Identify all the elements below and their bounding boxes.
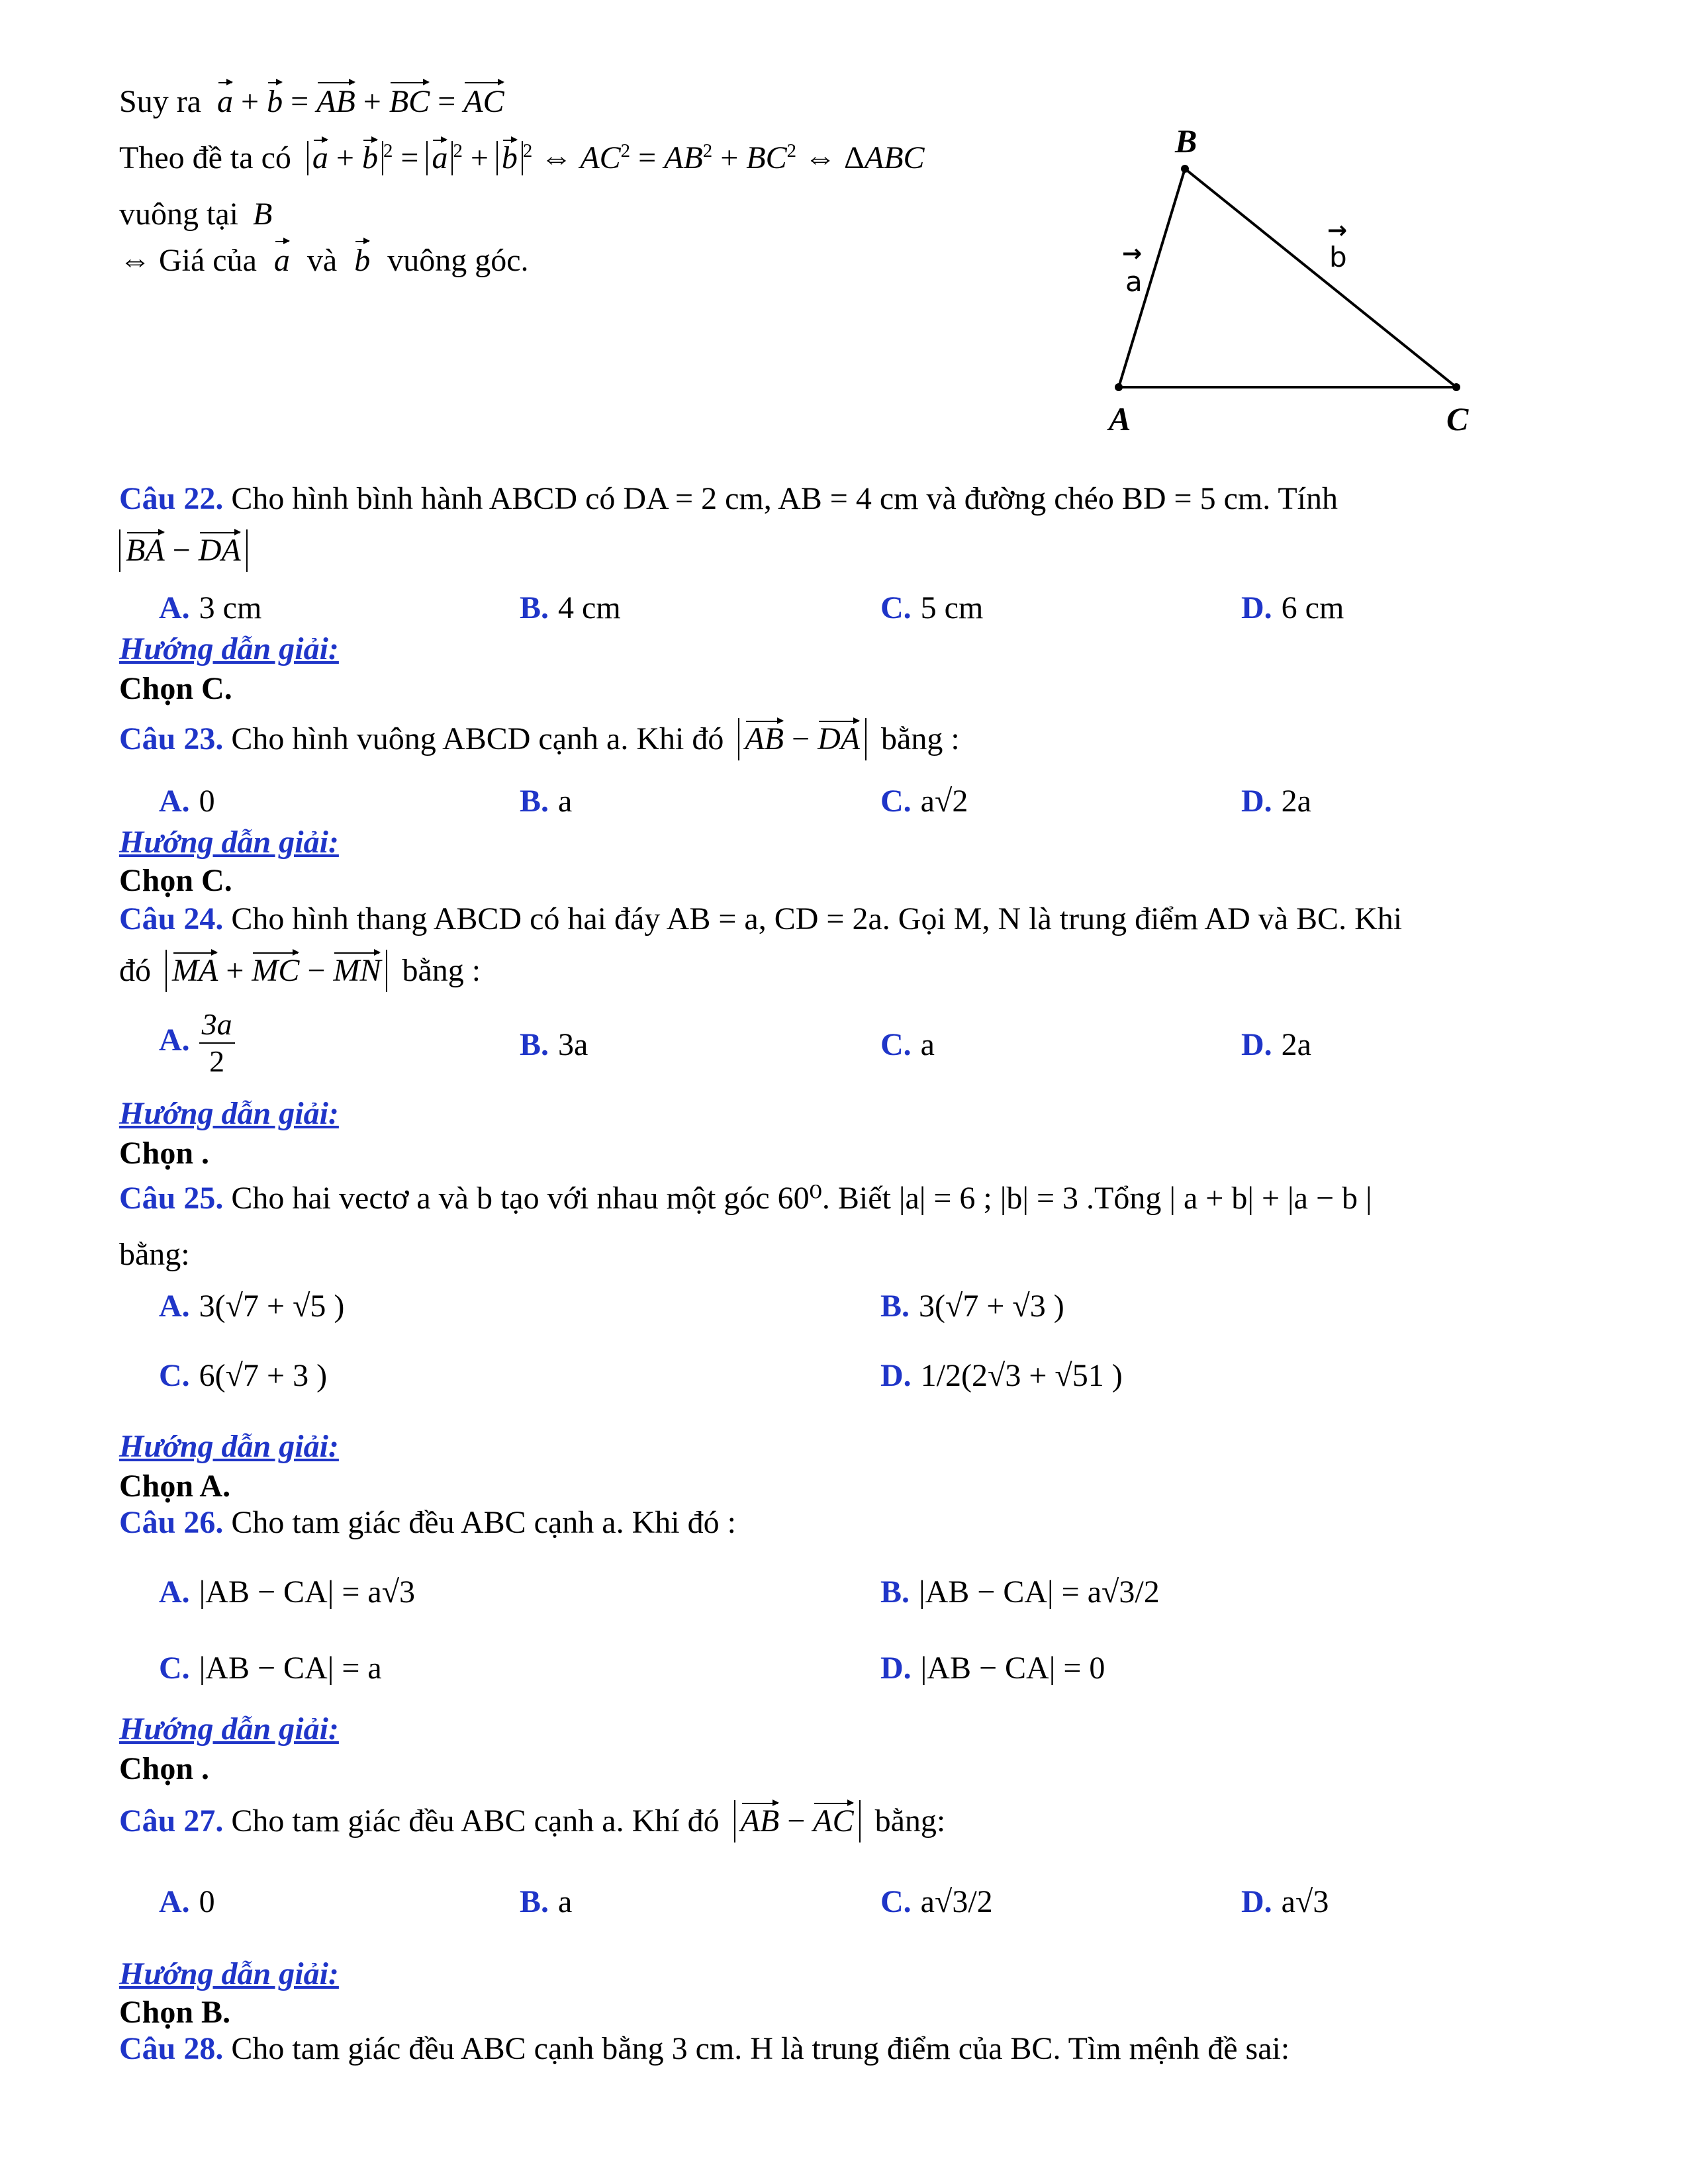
q26-option-b-text: |AB − CA| = a√3/2 [919,1574,1160,1610]
q27-answer: Chọn B. [119,1995,231,2030]
question-27-text: Cho tam giác đều ABC cạnh a. Khí đó [231,1803,720,1839]
q27-option-a-text: 0 [199,1884,215,1919]
q27-option-b-letter: B. [520,1884,549,1919]
intro-line-4-vec-b: b [354,243,371,278]
q26-option-d-text: |AB − CA| = 0 [920,1651,1105,1686]
q24-option-c[interactable] [880,1028,935,1063]
q23-option-d-text: 2a [1281,784,1311,819]
q25-option-d[interactable] [880,1359,1123,1394]
q24-option-a-letter: A. [159,1023,190,1058]
q22-option-c-text: 5 cm [920,590,984,625]
q26-option-c[interactable] [159,1651,382,1686]
side-bc [1185,169,1456,387]
intro-line-4-prefix: ⇔ Giá của [119,243,257,278]
q25-option-b-letter: B. [880,1289,910,1324]
q23-option-c-text: a√2 [920,784,968,819]
q22-option-b-text: 4 cm [558,590,621,625]
q27-guide-label: Hướng dẫn giải: [119,1956,339,1991]
question-27 [119,1800,945,1843]
q23-option-c-letter: C. [880,784,912,819]
q22-option-c[interactable] [880,591,983,626]
intro-line-4-vec-a: a [273,243,290,278]
q27-option-c[interactable] [880,1885,993,1920]
q26-option-c-letter: C. [159,1651,190,1686]
q26-option-a-text: |AB − CA| = a√3 [199,1574,416,1610]
q23-option-d[interactable] [1241,784,1311,819]
intro-line-3-text: vuông tại [119,197,238,232]
triangle-figure [1086,113,1509,457]
question-25-text2: bằng: [119,1237,190,1272]
q25-option-d-letter: D. [880,1358,912,1393]
intro-line-4-mid: và [306,243,338,278]
question-27-after: bằng: [874,1803,946,1839]
q22-option-b-letter: B. [520,590,549,625]
q27-option-b-text: a [558,1884,573,1919]
q27-option-c-text: a√3/2 [920,1884,993,1919]
q23-option-a-text: 0 [199,784,215,819]
question-22-number: Câu 22. [119,481,224,516]
question-28-text: Cho tam giác đều ABC cạnh bằng 3 cm. H là trung điểm của BC. Tìm mệnh đề sai: [231,2031,1290,2066]
question-27-expr: AB − AC [734,1800,861,1843]
intro-line-4-suffix: vuông góc. [387,243,529,278]
q24-option-d[interactable] [1241,1028,1311,1063]
question-25-number: Câu 25. [119,1181,224,1216]
question-24 [119,902,1402,937]
point-b [1181,165,1189,173]
q26-answer: Chọn . [119,1751,210,1786]
q25-option-c-text: 6(√7 + 3 ) [199,1358,328,1393]
q23-option-b[interactable] [520,784,572,819]
q25-option-b-text: 3(√7 + √3 ) [919,1289,1064,1324]
question-24-after: bằng : [402,953,481,988]
q23-option-c[interactable] [880,784,968,819]
q26-option-b[interactable] [880,1575,1160,1610]
question-23-expr: AB − DA [738,718,867,760]
label-b: B [1175,122,1197,159]
q24-option-c-letter: C. [880,1027,912,1062]
intro-line-3-point: B [252,197,273,232]
arrow-b: → [1327,217,1348,244]
label-vec-b: b [1329,241,1347,273]
question-22-text: Cho hình bình hành ABCD có DA = 2 cm, AB = 4 cm và đường chéo BD = 5 cm. Tính [231,481,1338,516]
q25-option-c[interactable] [159,1359,327,1394]
q23-option-a[interactable] [159,784,215,819]
q24-answer: Chọn . [119,1136,210,1171]
q23-guide-label: Hướng dẫn giải: [119,825,339,860]
q22-option-a-letter: A. [159,590,190,625]
q25-option-c-letter: C. [159,1358,190,1393]
q27-option-a[interactable] [159,1885,215,1920]
q23-option-d-letter: D. [1241,784,1272,819]
label-vec-a: a [1125,265,1143,298]
intro-line-2 [119,141,925,176]
q22-option-d-letter: D. [1241,590,1272,625]
arrow-a: → [1122,240,1143,267]
q25-option-b[interactable] [880,1289,1064,1324]
question-25 [119,1181,1372,1216]
q26-option-b-letter: B. [880,1574,910,1610]
q23-option-b-text: a [558,784,573,819]
q27-option-d-letter: D. [1241,1884,1272,1919]
point-a [1115,383,1123,391]
q26-guide-label: Hướng dẫn giải: [119,1711,339,1747]
point-c [1452,383,1460,391]
q27-option-a-letter: A. [159,1884,190,1919]
label-a: A [1109,400,1131,437]
question-23-after: bằng : [881,721,960,756]
question-28-number: Câu 28. [119,2031,224,2066]
intro-line-1-math: a + b = AB + BC = AC [216,84,504,119]
q26-option-a[interactable] [159,1575,415,1610]
question-24-text: Cho hình thang ABCD có hai đáy AB = a, CD = 2a. Gọi M, N là trung điểm AD và BC. Khi [231,901,1403,936]
question-24-expr: MA + MC − MN [165,950,387,992]
q26-option-a-letter: A. [159,1574,190,1610]
q25-option-d-text: 1/2(2√3 + √51 ) [920,1358,1123,1393]
q23-option-a-letter: A. [159,784,190,819]
intro-line-4 [119,244,529,279]
q27-option-d-text: a√3 [1281,1884,1329,1919]
q24-option-b-letter: B. [520,1027,549,1062]
q22-option-a-text: 3 cm [199,590,262,625]
q27-option-b[interactable] [520,1885,572,1920]
q26-option-d-letter: D. [880,1651,912,1686]
q24-option-c-text: a [920,1027,935,1062]
q25-guide-label: Hướng dẫn giải: [119,1429,339,1464]
q24-guide-label: Hướng dẫn giải: [119,1096,339,1131]
intro-line-2-math: a + b $^2$ = a $^2$ + b $^2$ ⇔ $AC^2 = AB^2 + BC^2$ ⇔ ΔABC [307,140,925,175]
question-22 [119,482,1516,517]
q24-option-d-letter: D. [1241,1027,1272,1062]
question-25-text: Cho hai vectơ a và b tạo với nhau một góc 60⁰. Biết |a| = 6 ; |b| = 3 .Tổng | a + b| + |a − b | [231,1181,1372,1216]
q22-option-a[interactable] [159,591,261,626]
label-c: C [1446,400,1469,437]
question-24-line-2 [119,950,481,992]
intro-line-2-prefix: Theo đề ta có [119,140,291,175]
q27-option-d[interactable] [1241,1885,1329,1920]
q22-option-d[interactable] [1241,591,1344,626]
question-26-number: Câu 26. [119,1505,224,1540]
question-23-text: Cho hình vuông ABCD cạnh a. Khi đó [231,721,724,756]
intro-line-1 [119,85,504,120]
q24-option-a-fraction: $\frac{3a}{2}$ [199,1009,235,1077]
question-23 [119,718,960,760]
q26-option-d[interactable] [880,1651,1105,1686]
q22-option-c-letter: C. [880,590,912,625]
q22-answer: Chọn C. [119,671,232,706]
q24-option-b-text: 3a [558,1027,588,1062]
q24-option-a[interactable] [159,1009,235,1077]
q24-option-d-text: 2a [1281,1027,1311,1062]
question-23-number: Câu 23. [119,721,224,756]
q22-guide-label: Hướng dẫn giải: [119,631,339,666]
question-27-number: Câu 27. [119,1803,224,1839]
q26-option-c-text: |AB − CA| = a [199,1651,382,1686]
q22-option-b[interactable] [520,591,621,626]
question-22-expr: BA − DA [119,529,248,572]
q25-option-a-letter: A. [159,1289,190,1324]
question-24-text2: đó [119,953,151,988]
q25-option-a-text: 3(√7 + √5 ) [199,1289,345,1324]
q25-option-a[interactable] [159,1289,344,1324]
q25-answer: Chọn A. [119,1469,231,1504]
question-26-text: Cho tam giác đều ABC cạnh a. Khi đó : [231,1505,736,1540]
q24-option-b[interactable] [520,1028,588,1063]
intro-line-1-prefix: Suy ra [119,84,201,119]
q27-option-c-letter: C. [880,1884,912,1919]
q23-option-b-letter: B. [520,784,549,819]
q23-answer: Chọn C. [119,863,232,898]
question-28 [119,2032,1289,2067]
q22-option-d-text: 6 cm [1281,590,1344,625]
question-24-number: Câu 24. [119,901,224,936]
question-26 [119,1506,736,1541]
intro-line-3 [119,197,272,232]
